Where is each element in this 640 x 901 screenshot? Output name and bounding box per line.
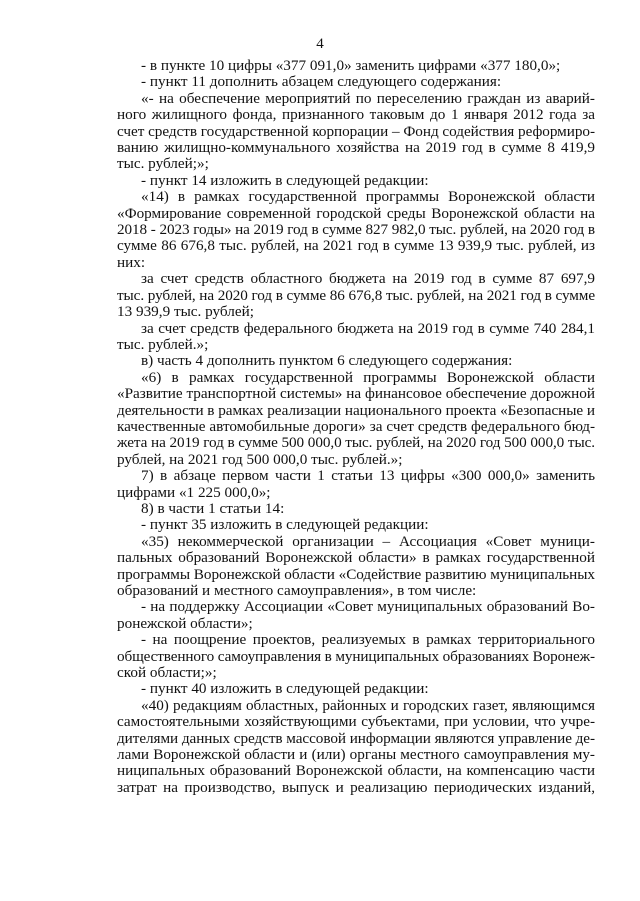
- text-line: пальных образований Воронежской области» в рамках государственной: [117, 549, 595, 567]
- text-line: ской области;»;: [117, 664, 217, 682]
- text-line: качественные автомобильные дороги» за счет средств федерального бюд-: [117, 417, 595, 435]
- text-line: «6) в рамках государственной программы Воронежской области: [141, 368, 595, 386]
- text-line: них:: [117, 253, 146, 271]
- text-line: ниципальных образований Воронежской области, на компенсацию части: [117, 762, 595, 780]
- text-line: 13 939,9 тыс. рублей;: [117, 303, 254, 321]
- text-line: 2018 - 2023 годы» на 2019 год в сумме 827 982,0 тыс. рублей, на 2020 год в: [117, 221, 595, 239]
- text-line: программы Воронежской области «Содействие развитию муниципальных: [117, 565, 595, 583]
- text-line: «Формирование современной городской среды Воронежской области на: [117, 204, 595, 222]
- text-line: образований и местного самоуправления», в том числе:: [117, 582, 477, 599]
- text-line: ванию жилищно-коммунального хозяйства на 2019 год в сумме 8 419,9: [117, 139, 595, 157]
- text-line: цифрами «1 225 000,0»;: [117, 483, 271, 501]
- text-line: тыс. рублей, на 2020 год в сумме 86 676,8 тыс. рублей, на 2021 год в сумме: [117, 286, 595, 304]
- text-line: самостоятельными хозяйствующими субъектами, при условии, что учре-: [117, 713, 595, 731]
- text-line: ронежской области»;: [117, 614, 253, 632]
- text-line: - пункт 14 изложить в следующей редакции:: [141, 171, 429, 189]
- text-line: - на поддержку Ассоциации «Совет муниципальных образований Во-: [141, 598, 595, 616]
- text-line: - пункт 40 изложить в следующей редакции:: [141, 680, 429, 698]
- text-line: «- на обеспечение мероприятий по переселению граждан из аварий-: [141, 89, 595, 107]
- text-line: дителями данных средств массовой информации являются управление де-: [117, 729, 595, 747]
- text-line: 8) в части 1 статьи 14:: [141, 499, 285, 517]
- text-line: «35) некоммерческой организации – Ассоциация «Совет муници-: [141, 532, 595, 550]
- text-line: - в пункте 10 цифры «377 091,0» заменить цифрами «377 180,0»;: [141, 57, 561, 74]
- text-line: «40) редакциям областных, районных и городских газет, являющимся: [141, 696, 595, 714]
- text-line: жета на 2019 год в сумме 500 000,0 тыс. рублей, на 2020 год 500 000,0 тыс.: [117, 434, 595, 452]
- text-line: - пункт 11 дополнить абзацем следующего содержания:: [141, 73, 502, 91]
- text-line: деятельности в рамках реализации национального проекта «Безопасные и: [117, 401, 595, 419]
- text-line: рублей, на 2021 год 500 000,0 тыс. рублей.»;: [117, 450, 403, 468]
- text-line: - на поощрение проектов, реализуемых в рамках территориального: [141, 631, 595, 649]
- text-line: - пункт 35 изложить в следующей редакции:: [141, 516, 429, 534]
- text-line: 7) в абзаце первом части 1 статьи 13 цифры «300 000,0» заменить: [141, 467, 595, 485]
- text-line: тыс. рублей.»;: [117, 335, 209, 353]
- text-line: общественного самоуправления в муниципальных образованиях Воронеж-: [117, 647, 595, 665]
- text-line: сумме 86 676,8 тыс. рублей, на 2021 год в сумме 13 939,9 тыс. рублей, из: [117, 237, 595, 255]
- text-line: «Развитие транспортной системы» на финансовое обеспечение дорожной: [117, 385, 595, 403]
- text-line: затрат на производство, выпуск и реализацию периодических изданий,: [117, 778, 595, 796]
- text-line: ного жилищного фонда, признанного таковым до 1 января 2012 года за: [117, 106, 595, 124]
- text-line: счет средств государственной корпорации – Фонд содействия реформиро-: [117, 122, 595, 140]
- page-number: 4: [316, 36, 324, 52]
- text-line: в) часть 4 дополнить пунктом 6 следующего содержания:: [141, 352, 513, 370]
- text-line: за счет средств областного бюджета на 2019 год в сумме 87 697,9: [141, 270, 595, 288]
- text-line: тыс. рублей;»;: [117, 155, 209, 173]
- text-line: «14) в рамках государственной программы Воронежской области: [141, 188, 595, 206]
- text-line: лами Воронежской области и (или) органы местного самоуправления му-: [117, 746, 595, 764]
- text-line: за счет средств федерального бюджета на 2019 год в сумме 740 284,1: [141, 319, 595, 337]
- document-body: [117, 58, 595, 796]
